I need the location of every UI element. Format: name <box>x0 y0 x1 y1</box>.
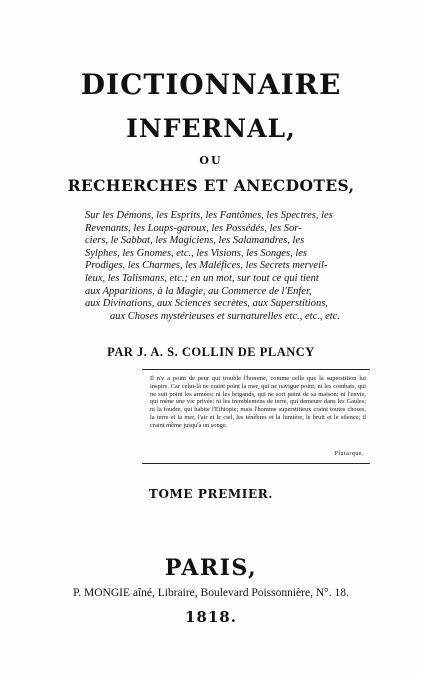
epigraph-top-rule <box>142 369 370 370</box>
imprint-year: 1818. <box>185 608 237 626</box>
description-line: aux Divinations, aux Sciences secrètes, aux Superstitions, <box>85 298 328 310</box>
description-line: Sur les Démons, les Esprits, les Fantômes, les Spectres, les <box>85 210 333 221</box>
book-subtitle: RECHERCHES ET ANECDOTES, <box>67 176 355 195</box>
epigraph-bottom-rule <box>142 463 370 464</box>
description-line: Prodiges, les Charmes, les Maléfices, les Secrets merveil- <box>85 260 328 272</box>
volume-label: TOME PREMIER. <box>148 487 274 501</box>
description-line: leux, les Talismans, etc.; en un mot, sur tout ce qui tient <box>85 272 319 284</box>
title-conjunction: OU <box>199 154 223 167</box>
description-line: aux Choses mystérieuses et surnaturelles etc., etc., etc. <box>110 310 340 322</box>
description-line: aux Apparitions, à la Magie, au Commerce de l'Enfer, <box>85 285 312 297</box>
book-title-line-2: INFERNAL, <box>126 114 296 143</box>
description-block <box>85 210 365 323</box>
author-line: PAR J. A. S. COLLIN DE PLANCY <box>107 345 315 359</box>
epigraph-author: Plutarque. <box>334 451 364 457</box>
description-line: ciers, le Sabbat, les Magiciens, les Salamandres, les <box>85 235 305 247</box>
imprint-publisher: P. MONGIE aîné, Libraire, Boulevard Poissonnière, N°. 18. <box>73 587 349 599</box>
epigraph-text: Il n'y a point de peur qui trouble l'homme, comme celle que la superstition lui inspire. Car celui-là ne craint point la mer, qui ne navigue point; ni les combats, qui ne suit point les armées; ni les brigands, qui ne sort point de sa maison; ni l'envie, qui mène une vie privée; ni les tremblemens de terre, qui demeure dans les Gaules; ni la foudre, qui habite l'Ethiopie; mais l'homme superstitieux craint toutes choses, la terre et la mer, l'air et le ciel, les ténèbres et la lumière, le bruit et le silence; il craint même jusqu'à un songe. <box>150 375 366 429</box>
description-line: Sylphes, les Gnomes, etc., les Visions, les Songes, les <box>85 247 308 259</box>
imprint-city: PARIS, <box>164 555 258 581</box>
description-line: Revenants, les Loups-garoux, les Possédés, les Sor- <box>85 222 302 234</box>
book-title-line-1: DICTIONNAIRE <box>80 68 342 101</box>
